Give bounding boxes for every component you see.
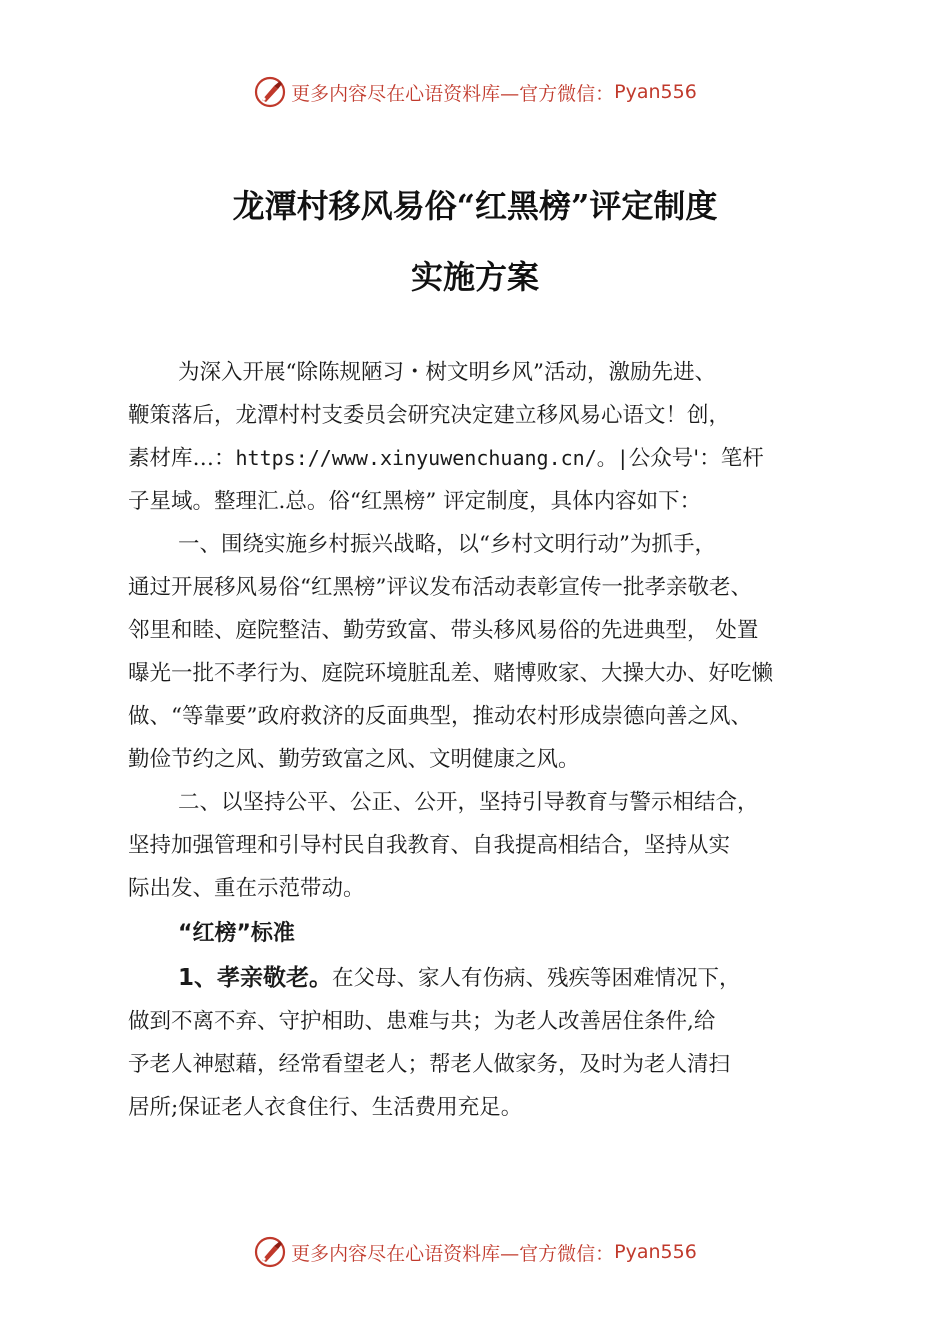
item1-line: 予老人神慰藉，经常看望老人；帮老人做家务，及时为老人清扫 <box>128 1052 731 1077</box>
section1-line: 曝光一批不孝行为、庭院环境脏乱差、赌博败家、大操大办、好吃懒 <box>128 661 774 686</box>
document-title: 龙潭村移风易俗“红黑榜”评定制度 <box>232 187 718 225</box>
banner-wechat-id: Pyan556 <box>614 81 697 103</box>
intro-line <box>128 437 848 480</box>
banner-text: 更多内容尽在心语资料库—官方微信： <box>291 1242 615 1265</box>
item1-text: 在父母、家人有伤病、残疾等困难情况下， <box>332 966 741 991</box>
section1-line: 做、“等靠要”政府救济的反面典型，推动农村形成崇德向善之风、 <box>128 704 752 729</box>
footer-watermark-banner <box>0 1232 950 1272</box>
banner-wechat-id: Pyan556 <box>614 1241 697 1263</box>
section1-line: 勤俭节约之风、勤劳致富之风、文明健康之风。 <box>128 747 580 772</box>
section1-line: 邻里和睦、庭院整洁、勤劳致富、带头移风易俗的先进典型， 处置 <box>128 618 759 643</box>
item1-line: 做到不离不弃、守护相助、患难与共；为老人改善居住条件,给 <box>128 1009 716 1034</box>
section2-line: 二、以坚持公平、公正、公开，坚持引导教育与警示相结合， <box>178 790 759 815</box>
item1-line <box>128 957 848 1000</box>
intro-text: 素材库…： <box>128 446 236 471</box>
red-list-heading: “红榜”标准 <box>178 921 295 946</box>
intro-line: 子星域。整理汇.总。俗“红黑榜” 评定制度，具体内容如下： <box>128 489 702 514</box>
item1-line: 居所;保证老人衣食住行、生活费用充足。 <box>128 1095 523 1120</box>
intro-text: 公众号'：笔杆 <box>628 446 764 471</box>
header-watermark-banner <box>0 72 950 112</box>
section2-line: 坚持加强管理和引导村民自我教育、自我提高相结合，坚持从实 <box>128 833 731 858</box>
section1-line: 一、围绕实施乡村振兴战略，以“乡村文明行动”为抓手， <box>178 532 716 557</box>
item1-lead: 1、孝亲敬老。 <box>178 965 333 991</box>
intro-line: 鞭策落后，龙潭村村支委员会研究决定建立移风易心语文！创， <box>128 403 731 428</box>
source-url-text: https://www.xinyuwenchuang.cn/。| <box>235 446 629 470</box>
pen-nib-logo-icon <box>253 1235 287 1269</box>
document-body <box>128 351 848 1129</box>
document-subtitle: 实施方案 <box>410 258 539 296</box>
banner-text: 更多内容尽在心语资料库—官方微信： <box>291 82 615 105</box>
intro-line: 为深入开展“除陈规陋习・树文明乡风”活动，激励先进、 <box>178 360 716 385</box>
section2-line: 际出发、重在示范带动。 <box>128 876 365 901</box>
pen-nib-logo-icon <box>253 75 287 109</box>
section1-line: 通过开展移风易俗“红黑榜”评议发布活动表彰宣传一批孝亲敬老、 <box>128 575 752 600</box>
